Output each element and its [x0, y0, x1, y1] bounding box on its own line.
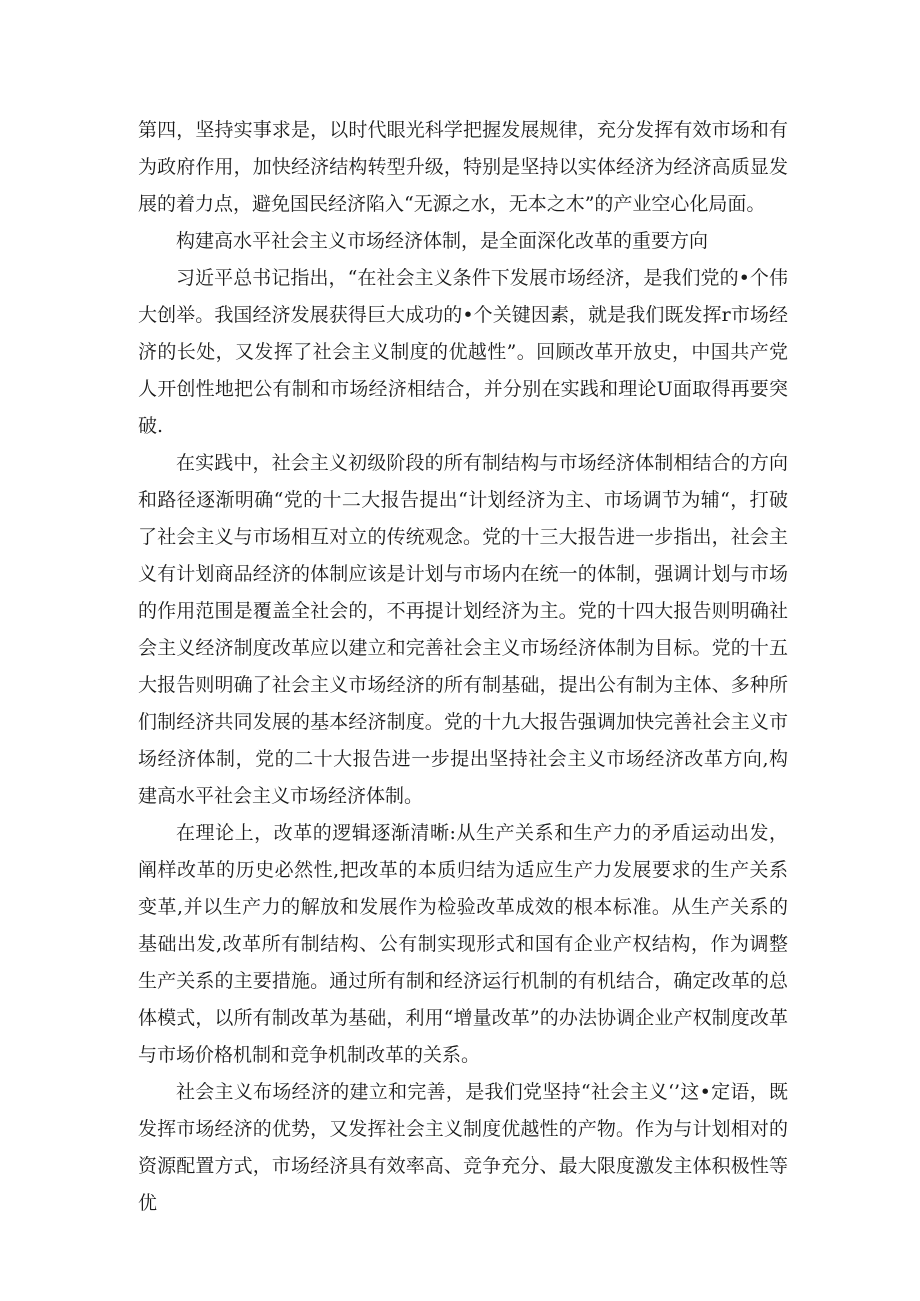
paragraph-market-economy: 社会主义布场经济的建立和完善，是我们党坚持“社会主义‘’这•定语，既发挥市场经济的优势，又发挥社会主义制度优越性的产物。作为与计划相对的资源配置方式，市场经济具有效率高、竞争充分、最大限度激发主体积极性等优 — [138, 1081, 788, 1214]
paragraph-practice: 在实践中，社会主义初级阶段的所有制结构与市场经济体制相结合的方向和路径逐渐明确“党的十二大报告提出“计划经济为主、市场调节为辅“，打破了社会主义与市场相互对立的传统观念。党的十三大报告进一步指出，社会主义有计划商品经济的体制应该是计划与市场内在统一的体制，强调计划与市场的作用范围是覆盖全社会的，不再提计划经济为主。党的十四大报告则明确社会主义经济制度改革应以建立和完善社会主义市场经济体制为目标。党的十五大报告则明确了社会主义市场经济的所有制基础，提出公有制为主体、多种所们制经济共同发展的基本经济制度。党的十九大报告强调加快完善社会主义市场经济体制，党的二十大报告进一步提出坚持社会主义市场经济改革方向,构建高水平社会主义市场经济体制。 — [138, 452, 788, 807]
paragraph-continuation: 第四，坚持实事求是，以时代眼光科学把握发展规律，充分发挥有效市场和有为政府作用，加快经济结构转型升级，特别是坚持以实体经济为经济高质显发展的着力点，避免国民经济陷入“无源之水，无本之木”的产业空心化局面。 — [138, 119, 788, 215]
document-body — [138, 112, 788, 1222]
section-heading: 构建高水平社会主义市场经济体制，是全面深化改革的重要方向 — [176, 230, 709, 252]
paragraph-quote: 习近平总书记指出，“在社会主义条件下发展市场经济，是我们党的•个伟大创举。我国经济发展获得巨大成功的•个关键因素，就是我们既发挥r市场经济的长处，又发挥了社会主义制度的优越性”。回顾改革开放史，中国共产党人开创性地把公有制和市场经济相结合，并分别在实践和理论U面取得再要突破. — [138, 267, 788, 437]
paragraph-theory: 在理论上，改革的逻辑逐渐清晰:从生产关系和生产力的矛盾运动出发，阐样改革的历史必然性,把改革的本质归结为适应生产力发展要求的生产关系变革,并以生产力的解放和发展作为检验改革成效的根本标准。从生产关系的基础出发,改革所有制结构、公有制实现形式和国有企业产权结构，作为调整生产关系的主要措施。通过所有制和经济运行机制的有机结合，确定改革的总体模式，以所有制改革为基础，利用“增量改革”的办法协调企业产权制度改革与市场价格机制和竞争机制改革的关系。 — [138, 822, 788, 1066]
